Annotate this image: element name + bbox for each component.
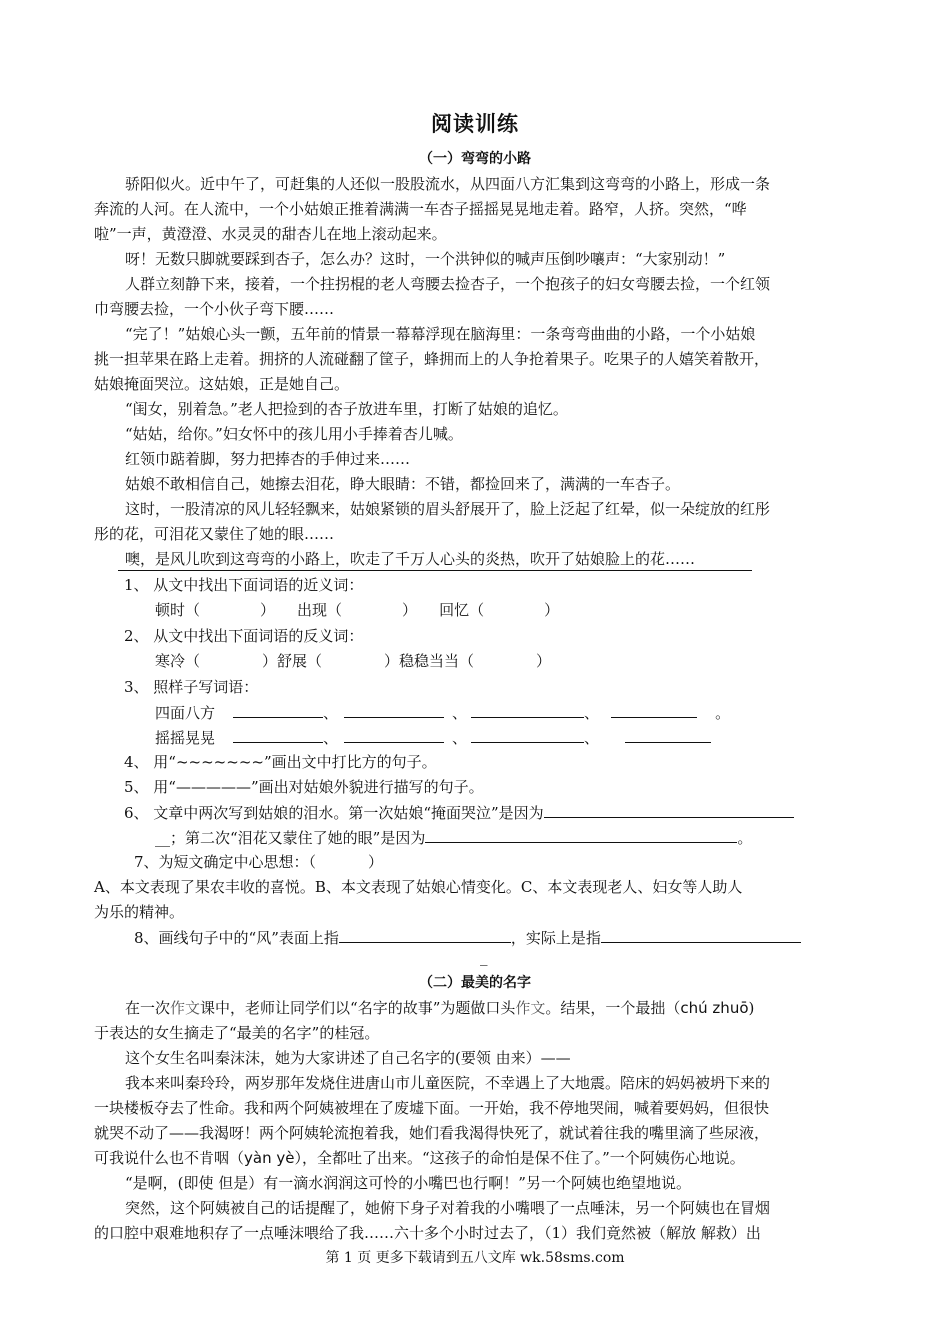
paragraph-line: “完了！”姑娘心头一颤，五年前的情景一幕幕浮现在脑海里：一条弯弯曲曲的小路，一个小姑娘 [125,325,756,343]
question-2: 2、 从文中找出下面词语的反义词： [124,627,364,645]
paragraph-line: 呀！无数只脚就要踩到杏子，怎么办？这时，一个洪钟似的喊声压倒吵嚷声：“大家别动！” [125,250,726,268]
paragraph-line: 红领巾踮着脚，努力把捧杏的手伸过来…… [125,450,411,468]
question-8: 8、画线句子中的“风”表面上指 ，实际上是指 [134,927,801,948]
section1-heading: （一）弯弯的小路 [419,151,531,167]
paragraph-line: 巾弯腰去捡，一个小伙子弯下腰…… [94,300,335,318]
paragraph-line: 挑一担苹果在路上走着。拥挤的人流碰翻了筐子，蜂拥而上的人争抢着果子。吃果子的人嬉笑着散开， [94,350,770,368]
paragraph-line: 可我说什么也不肯咽（yàn yè），全都吐了出来。“这孩子的命怕是保不住了。”一个阿姨伤心地说。 [94,1149,745,1167]
paragraph-line: 奔流的人河。在人流中，一个小姑娘正推着满满一车杏子摇摇晃晃地走着。路窄，人挤。突然，“哗 [94,200,747,218]
question-8-tail: _ [480,948,488,966]
paragraph-line: 在一次作文课中，老师让同学们以“名字的故事”为题做口头作文。结果，一个最拙（chú zhuō) [125,999,755,1017]
paragraph-line: 突然，这个阿姨被自己的话提醒了，她俯下身子对着我的小嘴喂了一点唾沫，另一个阿姨也在冒烟 [125,1199,771,1217]
paragraph-line: 就哭不动了——我渴呀！两个阿姨轮流抱着我，她们看我渴得快死了，就试着往我的嘴里滴了些尿液， [94,1124,770,1142]
divider-line [118,570,752,571]
paragraph-line: 我本来叫秦玲玲，两岁那年发烧住进唐山市儿童医院，不幸遇上了大地震。陪床的妈妈被坍下来的 [125,1074,771,1092]
question-6-line-2: __；第二次“泪花又蒙住了她的眼”是因为 。 [155,829,753,847]
paragraph-line: 这个女生名叫秦沫沫，她为大家讲述了自己名字的(要领 由来）—— [125,1049,571,1067]
link-text: 作文 [170,999,201,1017]
question-7-options-line-1: A、本文表现了果农丰收的喜悦。B、本文表现了姑娘心情变化。C、本文表现老人、妇女等人助人 [94,878,743,896]
page-title: 阅读训练 [431,112,519,136]
paragraph-line: 噢，是风儿吹到这弯弯的小路上，吹走了千万人心头的炎热，吹开了姑娘脸上的花…… [125,550,696,568]
paragraph-line: “姑姑，给你。”妇女怀中的孩儿用小手捧着杏儿喊。 [125,425,463,443]
paragraph-line: 啦”一声，黄澄澄、水灵灵的甜杏儿在地上滚动起来。 [94,225,447,243]
question-2-items: 寒冷（ ）舒展（ ）稳稳当当（ ） [155,652,552,670]
paragraph-line: 骄阳似火。近中午了，可赶集的人还似一股股流水，从四面八方汇集到这弯弯的小路上，形成一条 [125,175,771,193]
paragraph-line: “闺女，别着急。”老人把捡到的杏子放进车里，打断了姑娘的追忆。 [125,400,568,418]
question-4: 4、 用“~~~~~~~”画出文中打比方的句子。 [124,753,437,771]
link-text: 作文 [515,999,546,1017]
section2-heading: （二）最美的名字 [419,975,531,991]
question-1: 1、 从文中找出下面词语的近义词： [124,576,364,594]
paragraph-line: 姑娘不敢相信自己，她擦去泪花，睁大眼睛：不错，都捡回来了，满满的一车杏子。 [125,475,681,493]
page-footer: 第 1 页 更多下载请到五八文库 wk.58sms.com [325,1250,625,1266]
paragraph-line: “是啊，(即使 但是）有一滴水润润这可怜的小嘴巴也行啊！”另一个阿姨也绝望地说。 [125,1174,691,1192]
question-7-options-line-2: 为乐的精神。 [94,903,185,921]
paragraph-line: 的口腔中艰难地积存了一点唾沫喂给了我……六十多个小时过去了，（1）我们竟然被（解放 解救）出 [94,1224,761,1242]
question-1-items: 顿时（ ） 出现（ ） 回忆（ ） [155,601,560,619]
paragraph-line: 人群立刻静下来，接着，一个拄拐棍的老人弯腰去捡杏子，一个抱孩子的妇女弯腰去捡，一个红领 [125,275,771,293]
question-6-line-1: 6、 文章中两次写到姑娘的泪水。第一次姑娘“掩面哭泣”是因为 [124,802,794,823]
paragraph-line: 姑娘掩面哭泣。这姑娘，正是她自己。 [94,375,350,393]
paragraph-line: 彤的花，可泪花又蒙住了她的眼…… [94,525,335,543]
paragraph-line: 一块楼板夺去了性命。我和两个阿姨被埋在了废墟下面。一开始，我不停地哭闹，喊着要妈妈，但很快 [94,1099,770,1117]
question-3: 3、 照样子写词语： [124,678,259,696]
question-5: 5、 用“—————”画出对姑娘外貌进行描写的句子。 [124,778,484,796]
question-3-row-1: 四面八方 、 、 、 。 [155,704,731,722]
paragraph-line: 于表达的女生摘走了“最美的名字”的桂冠。 [94,1024,380,1042]
paragraph-line: 这时，一股清凉的风儿轻轻飘来，姑娘紧锁的眉头舒展开了，脸上泛起了红晕，似一朵绽放的红彤 [125,500,771,518]
question-3-row-2: 摇摇晃晃 、 、 、 [155,727,711,748]
question-7: 7、为短文确定中心思想：（ ） [134,853,384,871]
